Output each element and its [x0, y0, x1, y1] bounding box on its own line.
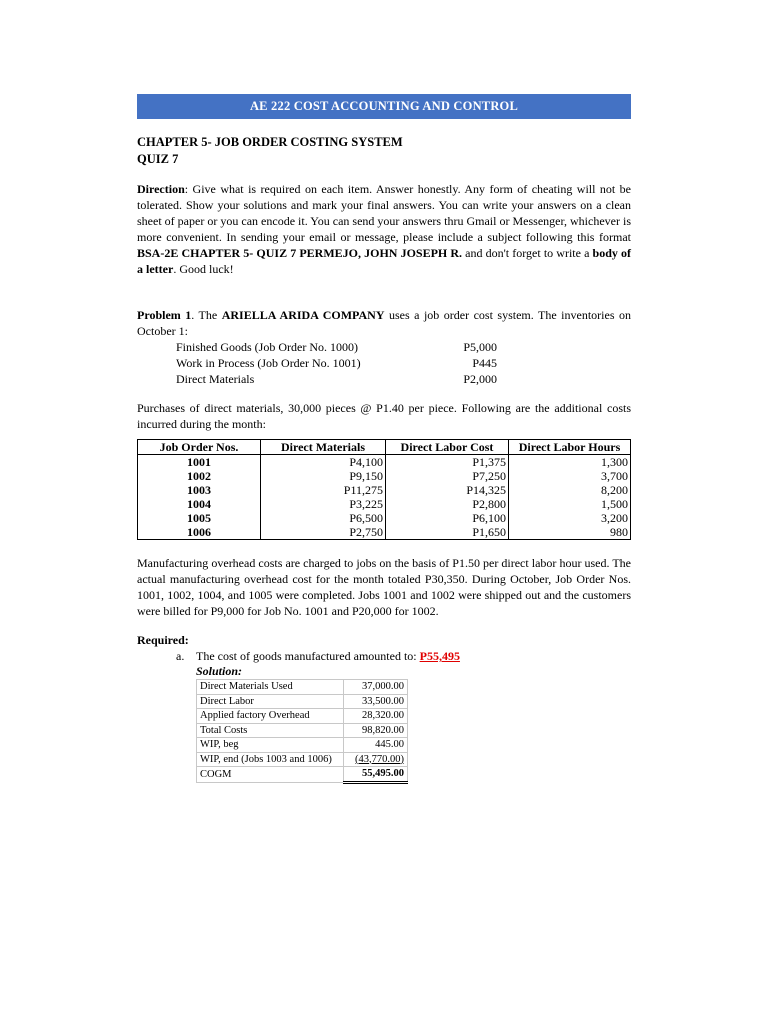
- direct-labor-cost-cell: P1,375: [386, 455, 509, 470]
- item-text: The cost of goods manufactured amounted to:: [196, 649, 420, 663]
- inventory-row: [176, 355, 497, 371]
- table-row: [197, 723, 408, 738]
- solution-item-label: Direct Labor: [197, 694, 344, 709]
- table-row: [138, 469, 631, 483]
- solution-item-label: Total Costs: [197, 723, 344, 738]
- direct-materials-cell: P3,225: [261, 497, 386, 511]
- direct-labor-cost-cell: P7,250: [386, 469, 509, 483]
- table-row: [197, 694, 408, 709]
- inventory-label: Direct Materials: [176, 372, 255, 386]
- direct-labor-hours-cell: 3,700: [509, 469, 631, 483]
- direct-materials-cell: P4,100: [261, 455, 386, 470]
- direct-materials-cell: P6,500: [261, 511, 386, 525]
- direction-label: Direction: [137, 182, 185, 196]
- direct-labor-cost-cell: P1,650: [386, 525, 509, 540]
- solution-item-label: COGM: [197, 767, 344, 783]
- direction-paragraph: [137, 181, 631, 277]
- final-answer: P55,495: [419, 649, 460, 663]
- item-letter: a.: [176, 649, 185, 663]
- table-row: [138, 497, 631, 511]
- solution-item-label: WIP, beg: [197, 738, 344, 753]
- solution-item-value: 98,820.00: [344, 723, 408, 738]
- quiz-title: QUIZ 7: [137, 152, 179, 166]
- direct-labor-cost-cell: P6,100: [386, 511, 509, 525]
- direct-labor-hours-cell: 3,200: [509, 511, 631, 525]
- table-row: [197, 709, 408, 724]
- direction-text-3: . Good luck!: [173, 262, 234, 276]
- direct-materials-cell: P11,275: [261, 483, 386, 497]
- direct-labor-hours-cell: 1,300: [509, 455, 631, 470]
- column-header: Job Order Nos.: [138, 440, 261, 455]
- problem-paragraph: [137, 307, 631, 339]
- job-costs-table: [137, 439, 631, 540]
- job-number: 1004: [138, 497, 261, 511]
- solution-table: [196, 679, 408, 784]
- direct-materials-cell: P9,150: [261, 469, 386, 483]
- column-header: Direct Materials: [261, 440, 386, 455]
- table-row: [138, 455, 631, 470]
- table-row: [138, 511, 631, 525]
- inventory-value: P2,000: [463, 372, 497, 386]
- solution-item-value: (43,770.00): [344, 752, 408, 767]
- job-number: 1005: [138, 511, 261, 525]
- solution-label: Solution:: [196, 664, 243, 678]
- solution-item-label: Direct Materials Used: [197, 680, 344, 695]
- body-of-letter: body of a letter: [137, 246, 632, 276]
- job-number: 1002: [138, 469, 261, 483]
- solution-item-value: 28,320.00: [344, 709, 408, 724]
- item-question: [196, 648, 460, 664]
- table-row: [197, 767, 408, 783]
- problem-label: Problem 1: [137, 308, 192, 322]
- problem-text-2: uses a job order cost system. The inventories on October 1:: [137, 308, 631, 338]
- direction-text: : Give what is required on each item. Answer honestly. Any form of cheating will not be tolerated. Show your solutions and mark your final answers. You can write your answers on a clean sheet of paper or you can encode it. You can send your answers thru Gmail or Messenger, whichever is more convenient. In sending your email or message, please include a subject following this format: [137, 182, 631, 244]
- table-row: [197, 738, 408, 753]
- table-row: [197, 752, 408, 767]
- solution-item-value: 37,000.00: [344, 680, 408, 695]
- inventory-row: [176, 371, 497, 387]
- required-item: [176, 648, 631, 664]
- inventory-row: [176, 339, 497, 355]
- required-label: Required:: [137, 633, 189, 647]
- course-banner: AE 222 COST ACCOUNTING AND CONTROL: [137, 94, 631, 119]
- inventory-label: Work in Process (Job Order No. 1001): [176, 356, 361, 370]
- direct-labor-hours-cell: 980: [509, 525, 631, 540]
- problem-text: . The: [191, 308, 222, 322]
- column-header: Direct Labor Cost: [386, 440, 509, 455]
- solution-item-value: 445.00: [344, 738, 408, 753]
- solution-item-label: Applied factory Overhead: [197, 709, 344, 724]
- inventory-list: [176, 339, 497, 387]
- direct-materials-cell: P2,750: [261, 525, 386, 540]
- direct-labor-cost-cell: P2,800: [386, 497, 509, 511]
- table-row: [138, 525, 631, 540]
- cogm-total-value: 55,495.00: [344, 767, 408, 783]
- column-header: Direct Labor Hours: [509, 440, 631, 455]
- overhead-paragraph: Manufacturing overhead costs are charged to jobs on the basis of P1.50 per direct labor hour used. The actual manufacturing overhead cost for the month totaled P30,350. During October, Job Order Nos. 1001, 1002, 1004, and 1005 were completed. Jobs 1001 and 1002 were shipped out and the customers were billed for P9,000 for Job No. 1001 and P20,000 for 1002.: [137, 556, 631, 618]
- job-number: 1001: [138, 455, 261, 470]
- inventory-value: P445: [472, 356, 497, 370]
- direction-text-2: and don't forget to write a: [462, 246, 593, 260]
- company-name: ARIELLA ARIDA COMPANY: [221, 308, 385, 322]
- job-number: 1003: [138, 483, 261, 497]
- solution-item-label: WIP, end (Jobs 1003 and 1006): [197, 752, 344, 767]
- inventory-label: Finished Goods (Job Order No. 1000): [176, 340, 358, 354]
- table-header-row: [138, 440, 631, 455]
- direct-labor-cost-cell: P14,325: [386, 483, 509, 497]
- direct-labor-hours-cell: 1,500: [509, 497, 631, 511]
- solution-item-value: 33,500.00: [344, 694, 408, 709]
- purchases-paragraph: Purchases of direct materials, 30,000 pieces @ P1.40 per piece. Following are the additional costs incurred during the month:: [137, 401, 631, 431]
- direct-labor-hours-cell: 8,200: [509, 483, 631, 497]
- table-row: [138, 483, 631, 497]
- subject-format: BSA-2E CHAPTER 5- QUIZ 7 PERMEJO, JOHN JOSEPH R.: [137, 246, 463, 260]
- chapter-title: CHAPTER 5- JOB ORDER COSTING SYSTEM: [137, 135, 403, 149]
- table-row: [197, 680, 408, 695]
- quiz-page: [137, 94, 631, 784]
- inventory-value: P5,000: [463, 340, 497, 354]
- job-number: 1006: [138, 525, 261, 540]
